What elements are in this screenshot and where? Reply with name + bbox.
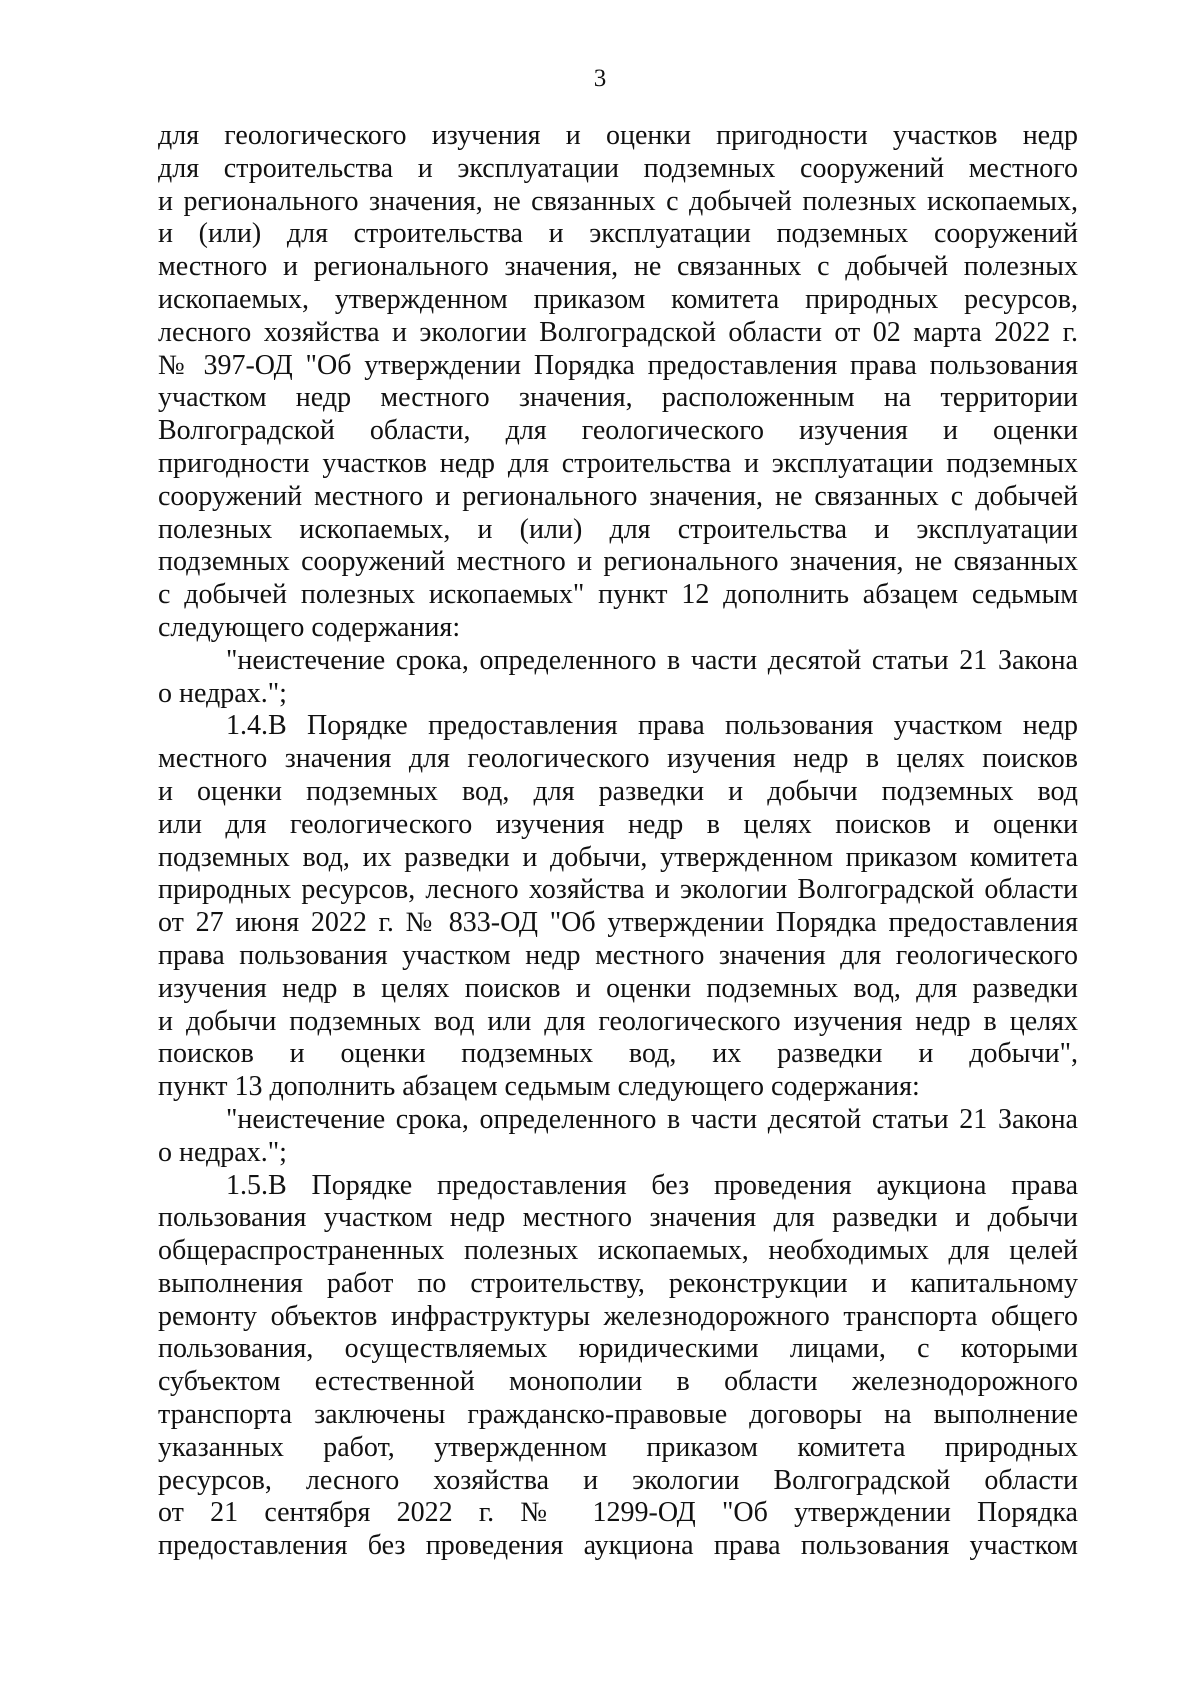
- text-line: права пользования участком недр местного значения для геологического: [158, 939, 1078, 971]
- text-line: лесного хозяйства и экологии Волгоградской области от 02 марта 2022 г.: [158, 316, 1078, 348]
- text-line: о недрах.";: [158, 677, 287, 709]
- text-line: и (или) для строительства и эксплуатации подземных сооружений: [158, 218, 1078, 250]
- text-line: полезных ископаемых, и (или) для строительства и эксплуатации: [158, 513, 1078, 545]
- text-line: транспорта заключены гражданско-правовые договоры на выполнение: [158, 1399, 1078, 1431]
- text-line: пользования участком недр местного значения для разведки и добычи: [158, 1202, 1078, 1234]
- text-line: указанных работ, утвержденном приказом комитета природных: [158, 1431, 1078, 1463]
- text-line: № 397-ОД "Об утверждении Порядка предоставления права пользования: [158, 349, 1078, 381]
- text-line: и регионального значения, не связанных с добычей полезных ископаемых,: [158, 185, 1078, 217]
- text-line: и добычи подземных вод или для геологического изучения недр в целях: [158, 1005, 1078, 1037]
- page-number: 3: [593, 65, 607, 92]
- text-line: для строительства и эксплуатации подземных сооружений местного: [158, 152, 1078, 184]
- text-line: или для геологического изучения недр в целях поисков и оценки: [158, 808, 1078, 840]
- text-line: участком недр местного значения, расположенным на территории: [158, 382, 1078, 414]
- text-line: пункт 13 дополнить абзацем седьмым следующего содержания:: [158, 1071, 920, 1103]
- text-line: подземных сооружений местного и регионального значения, не связанных: [158, 546, 1078, 578]
- text-line: ископаемых, утвержденном приказом комитета природных ресурсов,: [158, 283, 1078, 315]
- text-line: с добычей полезных ископаемых" пункт 12 дополнить абзацем седьмым: [158, 579, 1078, 611]
- text-line: общераспространенных полезных ископаемых, необходимых для целей: [158, 1235, 1078, 1267]
- text-line: "неистечение срока, определенного в части десятой статьи 21 Закона: [226, 1103, 1078, 1135]
- text-line: пользования, осуществляемых юридическими лицами, с которыми: [158, 1333, 1078, 1365]
- text-line: пригодности участков недр для строительства и эксплуатации подземных: [158, 447, 1078, 479]
- text-line: природных ресурсов, лесного хозяйства и экологии Волгоградской области: [158, 874, 1078, 906]
- text-line: местного и регионального значения, не связанных с добычей полезных: [158, 251, 1078, 283]
- text-line: от 21 сентября 2022 г. № 1299-ОД "Об утверждении Порядка: [158, 1497, 1078, 1529]
- document-body: [158, 120, 1078, 1563]
- text-line: 1.5.В Порядке предоставления без проведения аукциона права: [226, 1169, 1078, 1201]
- text-line: для геологического изучения и оценки пригодности участков недр: [158, 120, 1078, 151]
- text-line: от 27 июня 2022 г. № 833-ОД "Об утверждении Порядка предоставления: [158, 907, 1078, 939]
- text-line: ремонту объектов инфраструктуры железнодорожного транспорта общего: [158, 1300, 1078, 1332]
- text-line: сооружений местного и регионального значения, не связанных с добычей: [158, 480, 1078, 512]
- text-line: Волгоградской области, для геологического изучения и оценки: [158, 415, 1078, 447]
- text-line: 1.4.В Порядке предоставления права пользования участком недр: [226, 710, 1078, 742]
- text-line: выполнения работ по строительству, реконструкции и капитальному: [158, 1267, 1078, 1299]
- text-line: поисков и оценки подземных вод, их разведки и добычи",: [158, 1038, 1078, 1070]
- text-line: изучения недр в целях поисков и оценки подземных вод, для разведки: [158, 972, 1078, 1004]
- text-line: предоставления без проведения аукциона права пользования участком: [158, 1530, 1078, 1562]
- text-line: подземных вод, их разведки и добычи, утвержденном приказом комитета: [158, 841, 1078, 873]
- text-line: о недрах.";: [158, 1136, 287, 1168]
- text-line: "неистечение срока, определенного в части десятой статьи 21 Закона: [226, 644, 1078, 676]
- text-line: местного значения для геологического изучения недр в целях поисков: [158, 743, 1078, 775]
- text-line: ресурсов, лесного хозяйства и экологии Волгоградской области: [158, 1464, 1078, 1496]
- text-line: следующего содержания:: [158, 611, 461, 643]
- text-line: и оценки подземных вод, для разведки и добычи подземных вод: [158, 775, 1078, 807]
- text-line: субъектом естественной монополии в области железнодорожного: [158, 1366, 1078, 1398]
